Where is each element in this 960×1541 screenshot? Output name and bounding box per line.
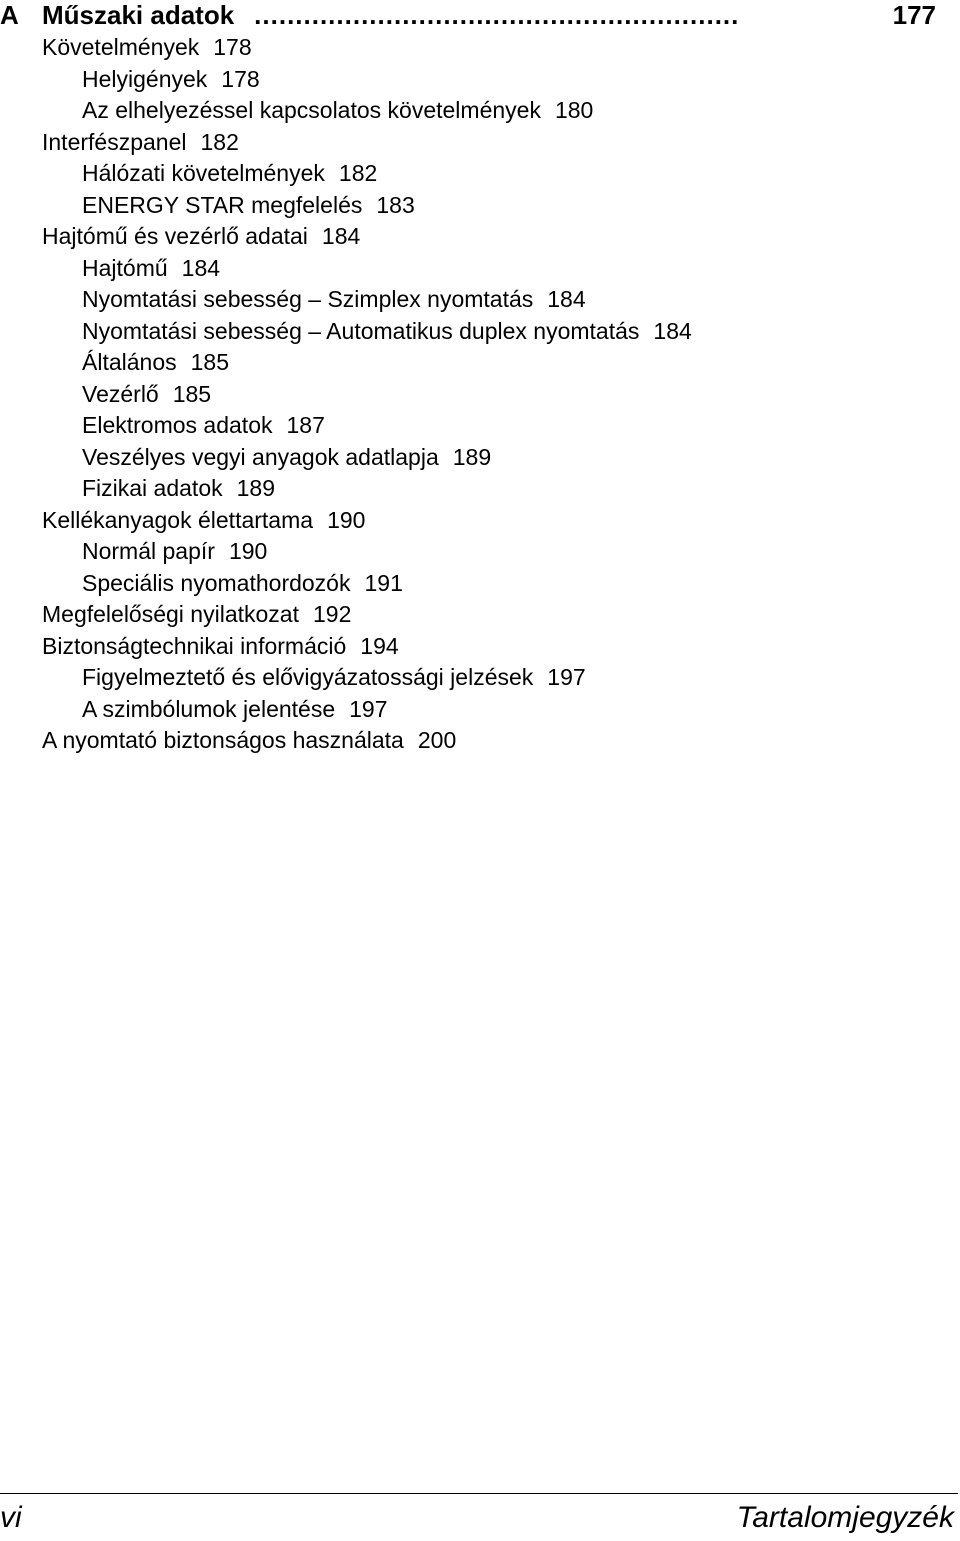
toc-entry[interactable] (0, 631, 692, 663)
toc-entry-page-number: 182 (338, 160, 378, 186)
toc-entry[interactable] (0, 536, 692, 568)
toc-entry[interactable] (0, 64, 692, 96)
dot-leader: ........................................................... (254, 0, 740, 30)
toc-entry-title: Helyigények (82, 65, 208, 92)
toc-entry-title: Veszélyes vegyi anyagok adatlapja (82, 443, 439, 470)
toc-entry-title: Elektromos adatok (82, 412, 273, 438)
page-footer (0, 1498, 954, 1538)
toc-entry[interactable] (0, 505, 692, 537)
toc-entry-page-number: 197 (349, 695, 388, 722)
chapter-page-number: 177 (892, 0, 936, 30)
toc-entry-title: Általános (82, 349, 177, 375)
toc-entry-title: Az elhelyezéssel kapcsolatos követelmények (82, 97, 541, 123)
toc-entry-title: Nyomtatási sebesség – Szimplex nyomtatás (82, 286, 534, 312)
toc-entry[interactable] (0, 221, 692, 253)
chapter-letter: A (0, 0, 19, 30)
footer-section-title: Tartalomjegyzék (736, 1501, 954, 1534)
toc-entry-page-number: 185 (190, 349, 229, 375)
toc-entry-title: Hajtómű (82, 254, 168, 281)
toc-entry-title: Nyomtatási sebesség – Automatikus duplex nyomtatás (82, 317, 640, 344)
toc-entry[interactable] (0, 599, 692, 631)
toc-entry-page-number: 187 (286, 412, 325, 438)
toc-entry-title: Megfelelőségi nyilatkozat (42, 601, 299, 627)
toc-entry[interactable] (0, 95, 692, 127)
toc-entry-title: Hajtómű és vezérlő adatai (42, 223, 308, 249)
toc-entry-title: Normál papír (82, 538, 215, 564)
toc-entry-page-number: 197 (547, 664, 586, 690)
toc-entry[interactable] (0, 442, 692, 474)
toc-entry-title: Biztonságtechnikai információ (42, 632, 347, 659)
toc-entry[interactable] (0, 158, 692, 190)
toc-entry-page-number: 178 (221, 65, 260, 92)
toc-entry-title: Kellékanyagok élettartama (42, 506, 314, 533)
toc-entry-page-number: 183 (376, 191, 415, 218)
toc-entry[interactable] (0, 284, 692, 316)
toc-entry-page-number: 189 (452, 443, 492, 470)
toc-entry[interactable] (0, 32, 692, 64)
toc-entry[interactable] (0, 725, 692, 757)
toc-entry-page-number: 180 (554, 97, 594, 123)
toc-entry-title: Hálózati követelmények (82, 160, 325, 186)
toc-entry[interactable] (0, 568, 692, 600)
toc-entry-page-number: 190 (228, 538, 268, 564)
toc-entry-page-number: 192 (312, 601, 352, 627)
toc-entry[interactable] (0, 410, 692, 442)
toc-entry[interactable] (0, 379, 692, 411)
toc-entry-page-number: 182 (200, 128, 239, 155)
toc-entry-page-number: 184 (547, 286, 586, 312)
toc-entry-page-number: 184 (181, 254, 221, 281)
toc-entry-title: A nyomtató biztonságos használata (42, 727, 404, 753)
toc-entry-title: Interfészpanel (42, 128, 187, 155)
toc-entry[interactable] (0, 253, 692, 285)
toc-entry-title: ENERGY STAR megfelelés (82, 191, 363, 218)
toc-entry[interactable] (0, 694, 692, 726)
chapter-title: Műszaki adatok (42, 0, 235, 30)
toc-entry[interactable] (0, 473, 692, 505)
toc-entry-page-number: 184 (653, 317, 692, 344)
toc-entry-title: Speciális nyomathordozók (82, 569, 351, 596)
toc-entry[interactable] (0, 127, 692, 159)
footer-page-number: vi (0, 1501, 22, 1534)
toc-entry[interactable] (0, 662, 692, 694)
toc-entry[interactable] (0, 347, 692, 379)
toc-entry[interactable] (0, 190, 692, 222)
toc-entry-title: Fizikai adatok (82, 475, 223, 501)
toc-entry-title: Követelmények (42, 34, 200, 60)
toc-entry[interactable] (0, 316, 692, 348)
toc-entry-page-number: 178 (213, 34, 252, 60)
toc-entry-page-number: 194 (360, 632, 399, 659)
toc-entry-title: A szimbólumok jelentése (82, 695, 336, 722)
toc-entry-page-number: 200 (417, 727, 457, 753)
footer-divider (0, 1493, 958, 1494)
toc-entry-title: Figyelmeztető és elővigyázatossági jelzések (82, 664, 534, 690)
toc-entry-page-number: 189 (236, 475, 275, 501)
toc-entry-page-number: 190 (327, 506, 366, 533)
toc-entry-page-number: 185 (172, 380, 212, 407)
toc-entry-page-number: 184 (321, 223, 361, 249)
chapter-heading[interactable] (0, 0, 936, 30)
toc-entry-title: Vezérlő (82, 380, 159, 407)
toc-entry-page-number: 191 (364, 569, 403, 596)
toc-list (0, 32, 692, 757)
